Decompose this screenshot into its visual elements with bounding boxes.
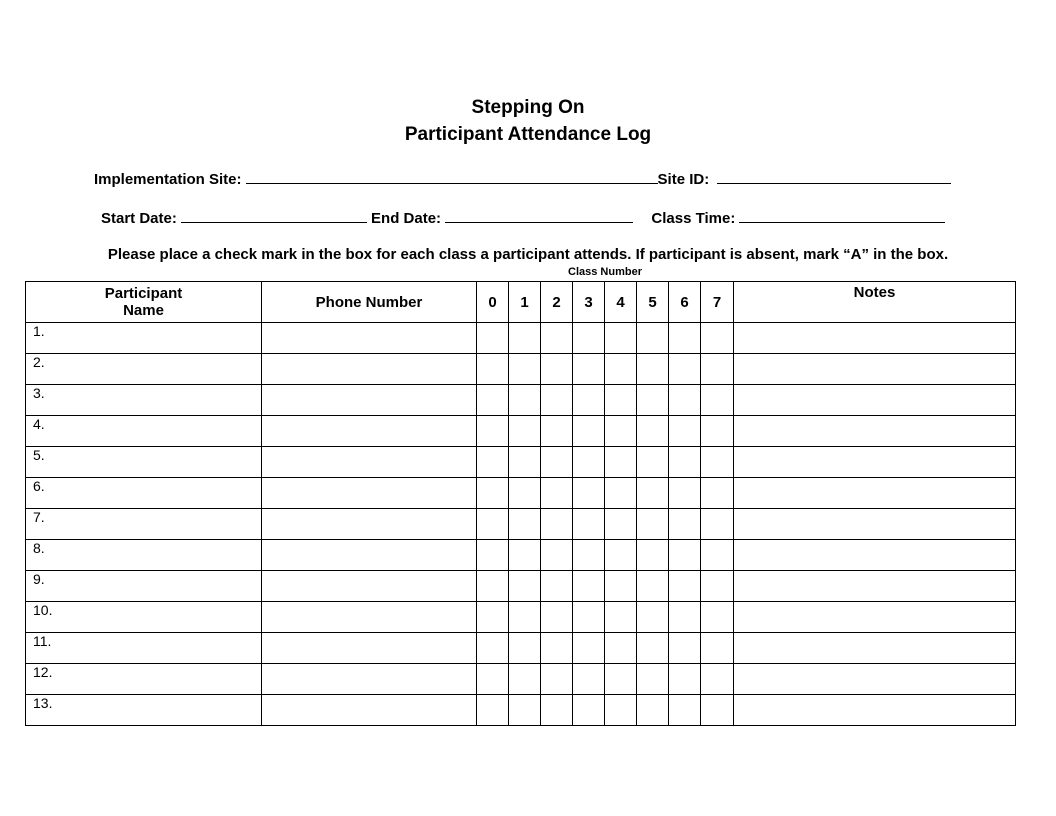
class-1-checkbox-cell[interactable]	[509, 695, 541, 726]
class-5-checkbox-cell[interactable]	[637, 323, 669, 354]
class-5-checkbox-cell[interactable]	[637, 695, 669, 726]
class-5-checkbox-cell[interactable]	[637, 602, 669, 633]
row-number: 1.	[33, 323, 45, 339]
class-4-header: 4	[605, 282, 637, 323]
participant-name-cell[interactable]	[26, 323, 262, 354]
class-5-checkbox-cell[interactable]	[637, 447, 669, 478]
end-date-label: End Date:	[371, 210, 442, 227]
class-5-checkbox-cell[interactable]	[637, 633, 669, 664]
notes-cell[interactable]	[734, 416, 1016, 447]
class-4-checkbox-cell[interactable]	[605, 571, 637, 602]
class-7-checkbox-cell[interactable]	[701, 509, 734, 540]
class-3-checkbox-cell[interactable]	[573, 354, 605, 385]
class-6-checkbox-cell[interactable]	[669, 695, 701, 726]
participant-name-cell[interactable]	[26, 664, 262, 695]
phone-number-header: Phone Number	[262, 282, 477, 323]
date-time-row	[101, 208, 945, 228]
notes-cell[interactable]	[734, 540, 1016, 571]
implementation-site-row	[94, 169, 951, 189]
class-6-checkbox-cell[interactable]	[669, 385, 701, 416]
class-1-checkbox-cell[interactable]	[509, 323, 541, 354]
class-2-checkbox-cell[interactable]	[541, 509, 573, 540]
class-6-checkbox-cell[interactable]	[669, 664, 701, 695]
participant-name-cell[interactable]	[26, 633, 262, 664]
site-id-field[interactable]	[717, 169, 951, 184]
end-date-field[interactable]	[445, 208, 633, 223]
class-7-header: 7	[701, 282, 734, 323]
class-3-checkbox-cell[interactable]	[573, 664, 605, 695]
class-7-checkbox-cell[interactable]	[701, 571, 734, 602]
header-row	[26, 282, 1016, 323]
class-0-checkbox-cell[interactable]	[477, 633, 509, 664]
attendance-table	[25, 281, 1016, 726]
class-5-header: 5	[637, 282, 669, 323]
class-4-checkbox-cell[interactable]	[605, 416, 637, 447]
instructions-text: Please place a check mark in the box for each class a participant attends. If participant is absent, mark “A” in the box.	[107, 246, 949, 263]
participant-name-header-line1: Participant	[104, 285, 183, 302]
class-1-checkbox-cell[interactable]	[509, 354, 541, 385]
class-3-header: 3	[573, 282, 605, 323]
notes-cell[interactable]	[734, 509, 1016, 540]
row-number: 9.	[33, 571, 45, 587]
row-number: 13.	[33, 695, 53, 711]
row-number: 10.	[33, 602, 53, 618]
participant-name-cell[interactable]	[26, 540, 262, 571]
class-2-checkbox-cell[interactable]	[541, 354, 573, 385]
class-7-checkbox-cell[interactable]	[701, 695, 734, 726]
class-6-checkbox-cell[interactable]	[669, 571, 701, 602]
notes-cell[interactable]	[734, 447, 1016, 478]
phone-number-cell[interactable]	[262, 571, 477, 602]
table-row	[26, 633, 1016, 664]
class-5-checkbox-cell[interactable]	[637, 478, 669, 509]
class-0-header: 0	[477, 282, 509, 323]
participant-name-header	[26, 282, 262, 323]
class-5-checkbox-cell[interactable]	[637, 664, 669, 695]
notes-cell[interactable]	[734, 571, 1016, 602]
class-4-checkbox-cell[interactable]	[605, 509, 637, 540]
class-4-checkbox-cell[interactable]	[605, 633, 637, 664]
class-3-checkbox-cell[interactable]	[573, 602, 605, 633]
class-2-checkbox-cell[interactable]	[541, 540, 573, 571]
table-row	[26, 354, 1016, 385]
class-6-checkbox-cell[interactable]	[669, 354, 701, 385]
class-1-checkbox-cell[interactable]	[509, 540, 541, 571]
class-1-checkbox-cell[interactable]	[509, 509, 541, 540]
class-3-checkbox-cell[interactable]	[573, 385, 605, 416]
participant-name-cell[interactable]	[26, 478, 262, 509]
implementation-site-label: Implementation Site:	[94, 171, 242, 188]
table-row	[26, 323, 1016, 354]
class-4-checkbox-cell[interactable]	[605, 323, 637, 354]
phone-number-cell[interactable]	[262, 695, 477, 726]
class-6-checkbox-cell[interactable]	[669, 323, 701, 354]
class-number-label: Class Number	[568, 266, 642, 278]
class-6-header: 6	[669, 282, 701, 323]
table-row	[26, 540, 1016, 571]
form-subtitle: Participant Attendance Log	[404, 124, 652, 145]
class-7-checkbox-cell[interactable]	[701, 323, 734, 354]
class-0-checkbox-cell[interactable]	[477, 354, 509, 385]
class-7-checkbox-cell[interactable]	[701, 633, 734, 664]
class-2-checkbox-cell[interactable]	[541, 478, 573, 509]
phone-number-cell[interactable]	[262, 323, 477, 354]
participant-name-header-line2: Name	[123, 302, 164, 319]
class-7-checkbox-cell[interactable]	[701, 416, 734, 447]
class-0-checkbox-cell[interactable]	[477, 602, 509, 633]
row-number: 2.	[33, 354, 45, 370]
class-0-checkbox-cell[interactable]	[477, 509, 509, 540]
class-2-checkbox-cell[interactable]	[541, 664, 573, 695]
class-6-checkbox-cell[interactable]	[669, 447, 701, 478]
row-number: 5.	[33, 447, 45, 463]
class-3-checkbox-cell[interactable]	[573, 478, 605, 509]
class-3-checkbox-cell[interactable]	[573, 695, 605, 726]
class-1-checkbox-cell[interactable]	[509, 416, 541, 447]
class-6-checkbox-cell[interactable]	[669, 509, 701, 540]
row-number: 7.	[33, 509, 45, 525]
class-4-checkbox-cell[interactable]	[605, 478, 637, 509]
class-6-checkbox-cell[interactable]	[669, 540, 701, 571]
notes-cell[interactable]	[734, 633, 1016, 664]
class-2-checkbox-cell[interactable]	[541, 602, 573, 633]
class-7-checkbox-cell[interactable]	[701, 385, 734, 416]
row-number: 11.	[33, 633, 52, 649]
class-6-checkbox-cell[interactable]	[669, 633, 701, 664]
class-4-checkbox-cell[interactable]	[605, 602, 637, 633]
class-3-checkbox-cell[interactable]	[573, 416, 605, 447]
table-row	[26, 695, 1016, 726]
class-1-checkbox-cell[interactable]	[509, 602, 541, 633]
class-3-checkbox-cell[interactable]	[573, 509, 605, 540]
class-time-field[interactable]	[739, 208, 945, 223]
class-7-checkbox-cell[interactable]	[701, 447, 734, 478]
notes-cell[interactable]	[734, 354, 1016, 385]
class-3-checkbox-cell[interactable]	[573, 571, 605, 602]
participant-name-cell[interactable]	[26, 416, 262, 447]
class-2-checkbox-cell[interactable]	[541, 633, 573, 664]
class-6-checkbox-cell[interactable]	[669, 602, 701, 633]
table-row	[26, 571, 1016, 602]
row-number: 12.	[33, 664, 53, 680]
notes-cell[interactable]	[734, 695, 1016, 726]
phone-number-cell[interactable]	[262, 540, 477, 571]
class-0-checkbox-cell[interactable]	[477, 664, 509, 695]
row-number: 6.	[33, 478, 45, 494]
class-2-checkbox-cell[interactable]	[541, 695, 573, 726]
participant-name-cell[interactable]	[26, 447, 262, 478]
row-number: 4.	[33, 416, 45, 432]
class-7-checkbox-cell[interactable]	[701, 478, 734, 509]
class-2-checkbox-cell[interactable]	[541, 571, 573, 602]
table-row	[26, 602, 1016, 633]
phone-number-cell[interactable]	[262, 633, 477, 664]
form-title: Stepping On	[471, 97, 585, 118]
table-row	[26, 385, 1016, 416]
participant-name-cell[interactable]	[26, 695, 262, 726]
class-1-checkbox-cell[interactable]	[509, 447, 541, 478]
class-1-checkbox-cell[interactable]	[509, 385, 541, 416]
class-0-checkbox-cell[interactable]	[477, 447, 509, 478]
notes-header: Notes	[734, 282, 1016, 323]
notes-cell[interactable]	[734, 664, 1016, 695]
class-3-checkbox-cell[interactable]	[573, 323, 605, 354]
class-3-checkbox-cell[interactable]	[573, 540, 605, 571]
phone-number-cell[interactable]	[262, 447, 477, 478]
phone-number-cell[interactable]	[262, 602, 477, 633]
phone-number-cell[interactable]	[262, 385, 477, 416]
participant-name-cell[interactable]	[26, 602, 262, 633]
notes-cell[interactable]	[734, 323, 1016, 354]
class-6-checkbox-cell[interactable]	[669, 478, 701, 509]
table-row	[26, 664, 1016, 695]
phone-number-cell[interactable]	[262, 354, 477, 385]
class-4-checkbox-cell[interactable]	[605, 385, 637, 416]
class-1-checkbox-cell[interactable]	[509, 633, 541, 664]
table-row	[26, 478, 1016, 509]
class-2-checkbox-cell[interactable]	[541, 447, 573, 478]
class-5-checkbox-cell[interactable]	[637, 509, 669, 540]
phone-number-cell[interactable]	[262, 509, 477, 540]
table-row	[26, 447, 1016, 478]
class-3-checkbox-cell[interactable]	[573, 633, 605, 664]
class-7-checkbox-cell[interactable]	[701, 354, 734, 385]
table-row	[26, 509, 1016, 540]
class-0-checkbox-cell[interactable]	[477, 478, 509, 509]
class-4-checkbox-cell[interactable]	[605, 354, 637, 385]
class-5-checkbox-cell[interactable]	[637, 385, 669, 416]
phone-number-cell[interactable]	[262, 416, 477, 447]
class-4-checkbox-cell[interactable]	[605, 447, 637, 478]
class-1-checkbox-cell[interactable]	[509, 571, 541, 602]
class-1-header: 1	[509, 282, 541, 323]
implementation-site-field[interactable]	[246, 169, 658, 184]
class-0-checkbox-cell[interactable]	[477, 695, 509, 726]
class-7-checkbox-cell[interactable]	[701, 664, 734, 695]
class-2-checkbox-cell[interactable]	[541, 416, 573, 447]
participant-name-cell[interactable]	[26, 571, 262, 602]
notes-cell[interactable]	[734, 478, 1016, 509]
class-0-checkbox-cell[interactable]	[477, 385, 509, 416]
class-5-checkbox-cell[interactable]	[637, 354, 669, 385]
class-time-label: Class Time:	[651, 210, 736, 227]
start-date-label: Start Date:	[101, 210, 177, 227]
class-5-checkbox-cell[interactable]	[637, 540, 669, 571]
class-7-checkbox-cell[interactable]	[701, 540, 734, 571]
class-7-checkbox-cell[interactable]	[701, 602, 734, 633]
class-4-checkbox-cell[interactable]	[605, 664, 637, 695]
class-5-checkbox-cell[interactable]	[637, 416, 669, 447]
class-0-checkbox-cell[interactable]	[477, 540, 509, 571]
row-number: 8.	[33, 540, 45, 556]
class-2-checkbox-cell[interactable]	[541, 385, 573, 416]
class-5-checkbox-cell[interactable]	[637, 571, 669, 602]
class-3-checkbox-cell[interactable]	[573, 447, 605, 478]
class-2-checkbox-cell[interactable]	[541, 323, 573, 354]
start-date-field[interactable]	[181, 208, 367, 223]
table-row	[26, 416, 1016, 447]
class-2-header: 2	[541, 282, 573, 323]
participant-name-cell[interactable]	[26, 509, 262, 540]
class-0-checkbox-cell[interactable]	[477, 571, 509, 602]
class-0-checkbox-cell[interactable]	[477, 323, 509, 354]
class-0-checkbox-cell[interactable]	[477, 416, 509, 447]
row-number: 3.	[33, 385, 45, 401]
class-1-checkbox-cell[interactable]	[509, 478, 541, 509]
class-1-checkbox-cell[interactable]	[509, 664, 541, 695]
notes-cell[interactable]	[734, 602, 1016, 633]
phone-number-cell[interactable]	[262, 478, 477, 509]
class-4-checkbox-cell[interactable]	[605, 695, 637, 726]
notes-cell[interactable]	[734, 385, 1016, 416]
class-6-checkbox-cell[interactable]	[669, 416, 701, 447]
participant-name-cell[interactable]	[26, 385, 262, 416]
class-4-checkbox-cell[interactable]	[605, 540, 637, 571]
participant-name-cell[interactable]	[26, 354, 262, 385]
phone-number-cell[interactable]	[262, 664, 477, 695]
site-id-label: Site ID:	[657, 171, 710, 188]
